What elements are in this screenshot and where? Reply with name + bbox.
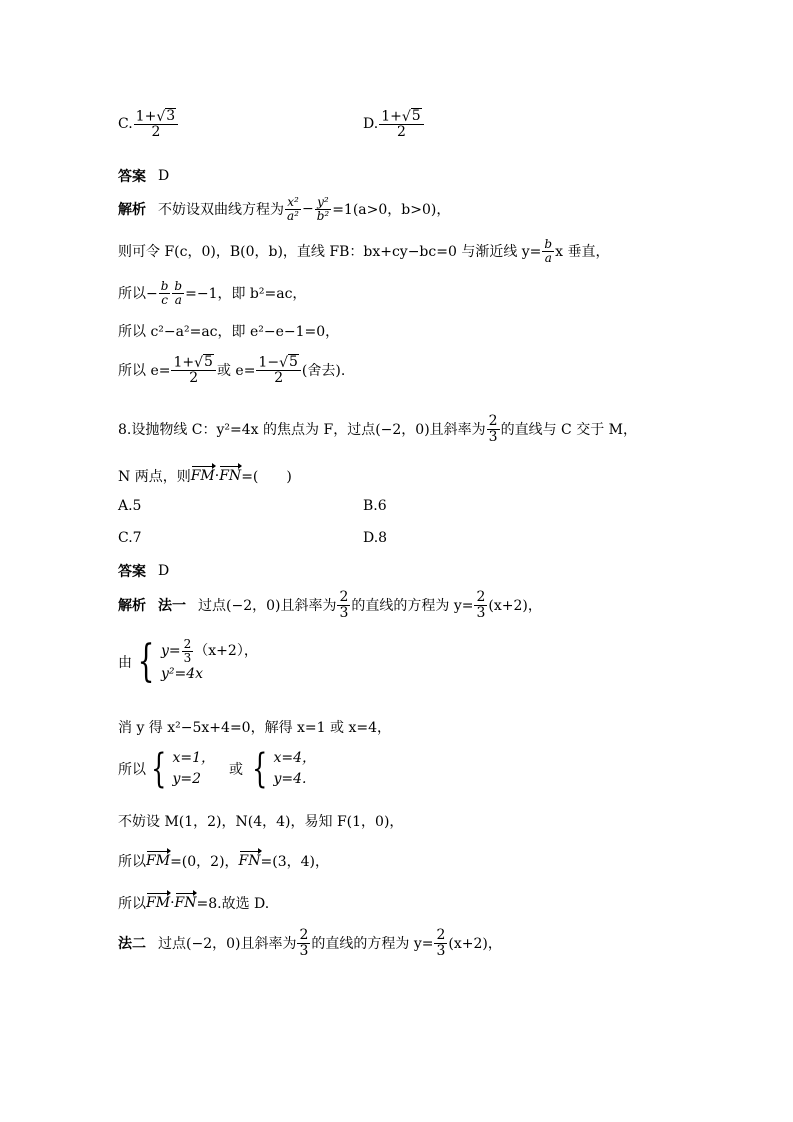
- vector-fm-value: =(0，2)，: [170, 854, 239, 870]
- line5-text: 所以 e=: [118, 363, 171, 380]
- analysis-label: 解析: [118, 202, 146, 219]
- vector-fm: FM: [190, 468, 215, 484]
- q7-analysis-line1: 解析 不妨设双曲线方程为 $\frac{\text{x²}}{\text{a²}}$ − $\frac{\text{y²}}{\text{b²}}$ =1(a>0，b>0)，: [118, 195, 451, 223]
- eliminate-line: [118, 717, 391, 737]
- q7-analysis-line5: [118, 354, 345, 386]
- fraction-x2-a2: $\frac{\text{x²}}{\text{a²}}$: [287, 195, 299, 223]
- q8-stem-tail: 的直线与 C 交于 M，: [500, 422, 637, 439]
- analysis-text: 不妨设双曲线方程为: [158, 202, 284, 219]
- solution-1-x: x=1，: [172, 750, 215, 766]
- analysis-condition: =1(a>0，b>0)，: [332, 202, 451, 219]
- line2-tail: x 垂直，: [555, 244, 610, 261]
- option-d: [363, 108, 425, 140]
- dot-result: =8.故选 D.: [196, 896, 270, 912]
- dot-so: 所以: [118, 896, 146, 912]
- option-d-fraction: 1+ √ 5 2: [379, 108, 423, 140]
- line5-or: 或 e=: [216, 363, 256, 380]
- option-c-num: 1+: [135, 108, 157, 125]
- q8-answer: [118, 561, 169, 581]
- sys-eq1-a: y=: [161, 642, 181, 659]
- q7-analysis-line2: [118, 238, 609, 264]
- left-brace-icon: {: [151, 746, 167, 792]
- fraction-b-a-2: $\frac{b}{a}$: [174, 279, 183, 307]
- option-c: [118, 108, 179, 140]
- option-d-radicand: 5: [411, 108, 421, 124]
- fraction-b-a: $\frac{b}{a}$: [544, 237, 553, 265]
- solution-1-y: y=2: [172, 771, 201, 787]
- assume-text: 不妨设 M(1，2)，N(4，4)，易知 F(1，0)，: [118, 814, 404, 830]
- option-c-fraction: 1+ √ 3 2: [134, 108, 178, 140]
- solution-2: [273, 748, 316, 790]
- method2-label: 法二: [118, 936, 146, 953]
- fraction-1-minus-root5: 1− √ 5 2: [256, 354, 300, 386]
- q8-stem2-text: N 两点，则: [118, 469, 191, 485]
- assume-line: [118, 811, 403, 831]
- method1-tail: (x+2)，: [488, 598, 542, 615]
- q8-method1-line: [118, 590, 542, 620]
- q7-analysis-line3: [118, 280, 306, 306]
- q8-method2-line: [118, 928, 502, 958]
- line5-tail: (舍去).: [301, 363, 346, 380]
- or-label: 或: [229, 762, 243, 778]
- option-c-label: C.: [118, 116, 133, 133]
- vectors-so: 所以: [118, 854, 146, 870]
- vector-fn: FN: [174, 895, 197, 911]
- q8-option-c: C.7: [118, 530, 142, 546]
- dot-line: 所以 FM · FN =8.故选 D.: [118, 895, 270, 912]
- fraction-2-3-sys: $\frac{2}{3}$: [183, 637, 192, 665]
- option-d-num: 1+: [381, 108, 402, 125]
- analysis-label: 解析: [118, 598, 146, 615]
- option-d-den: 2: [396, 124, 406, 141]
- q8-stem-text: 8.设抛物线 C：y²=4x 的焦点为 F，过点(−2，0)且斜率为: [118, 422, 486, 439]
- answer-label: 答案: [118, 564, 146, 580]
- vector-fm: FM: [146, 853, 171, 869]
- q8-option-b: B.6: [363, 498, 387, 514]
- q7-analysis-line4: [118, 321, 339, 341]
- by-label: 由: [118, 654, 132, 671]
- option-c-radicand: 3: [166, 108, 176, 124]
- q8-stem-line2: N 两点，则 FM · FN =( ): [118, 468, 292, 485]
- vectors-line: [118, 851, 329, 871]
- fraction-b-c: $\frac{b}{c}$: [160, 279, 169, 307]
- solutions-line: [118, 748, 316, 790]
- fraction-2-3-e: $\frac{2}{3}$: [436, 927, 446, 959]
- answer-value: D: [158, 168, 170, 184]
- vector-fn-value: =(3，4)，: [260, 854, 329, 870]
- answer-label: 答案: [118, 169, 146, 185]
- q7-answer: [118, 166, 169, 186]
- method2-tail: (x+2)，: [448, 936, 502, 953]
- left-brace-icon: {: [137, 635, 155, 687]
- q8-stem2-tail: =( ): [241, 469, 292, 485]
- method2-text: 过点(−2，0)且斜率为: [158, 936, 297, 953]
- solution-1: [172, 748, 215, 790]
- equation-system: [118, 635, 258, 687]
- sys-eq1-b: （x+2），: [194, 642, 258, 659]
- q8-option-a: A.5: [118, 498, 142, 514]
- line4-text: 所以 c²−a²=ac，即 e²−e−1=0，: [118, 324, 340, 340]
- eliminate-text: 消 y 得 x²−5x+4=0，解得 x=1 或 x=4，: [118, 720, 391, 736]
- option-d-label: D.: [363, 116, 379, 133]
- fraction-2-3-b: $\frac{2}{3}$: [339, 589, 349, 621]
- fraction-2-3-c: $\frac{2}{3}$: [476, 589, 486, 621]
- fraction-2-3-d: $\frac{2}{3}$: [299, 927, 309, 959]
- method1-text2: 的直线的方程为 y=: [351, 598, 474, 615]
- line3-tail: =−1，即 b²=ac，: [185, 286, 307, 303]
- fraction-1-plus-root5: 1+ √ 5 2: [171, 354, 215, 386]
- solution-2-y: y=4.: [273, 771, 307, 787]
- answer-value: D: [158, 563, 170, 579]
- line3-text: 所以−: [118, 286, 158, 303]
- so-label: 所以: [118, 762, 146, 778]
- sys-eq2: y²=4x: [161, 666, 204, 683]
- vector-fm: FM: [146, 895, 171, 911]
- option-c-den: 2: [151, 124, 161, 141]
- method1-text: 过点(−2，0)且斜率为: [198, 598, 337, 615]
- system-lines: [161, 638, 258, 685]
- q8-stem-line1: [118, 414, 637, 444]
- solution-2-x: x=4，: [273, 750, 316, 766]
- left-brace-icon: {: [252, 746, 268, 792]
- fraction-y2-b2: $\frac{\text{y²}}{\text{b²}}$: [316, 195, 330, 223]
- vector-fn: FN: [238, 853, 261, 869]
- fraction-2-3: $\frac{2}{3}$: [488, 413, 498, 445]
- line2-text: 则可令 F(c，0)，B(0，b)，直线 FB：bx+cy−bc=0 与渐近线 y=: [118, 244, 542, 261]
- q8-option-d: D.8: [363, 530, 388, 546]
- vector-fn: FN: [219, 468, 242, 484]
- method1-label: 法一: [158, 598, 186, 615]
- method2-text2: 的直线的方程为 y=: [311, 936, 434, 953]
